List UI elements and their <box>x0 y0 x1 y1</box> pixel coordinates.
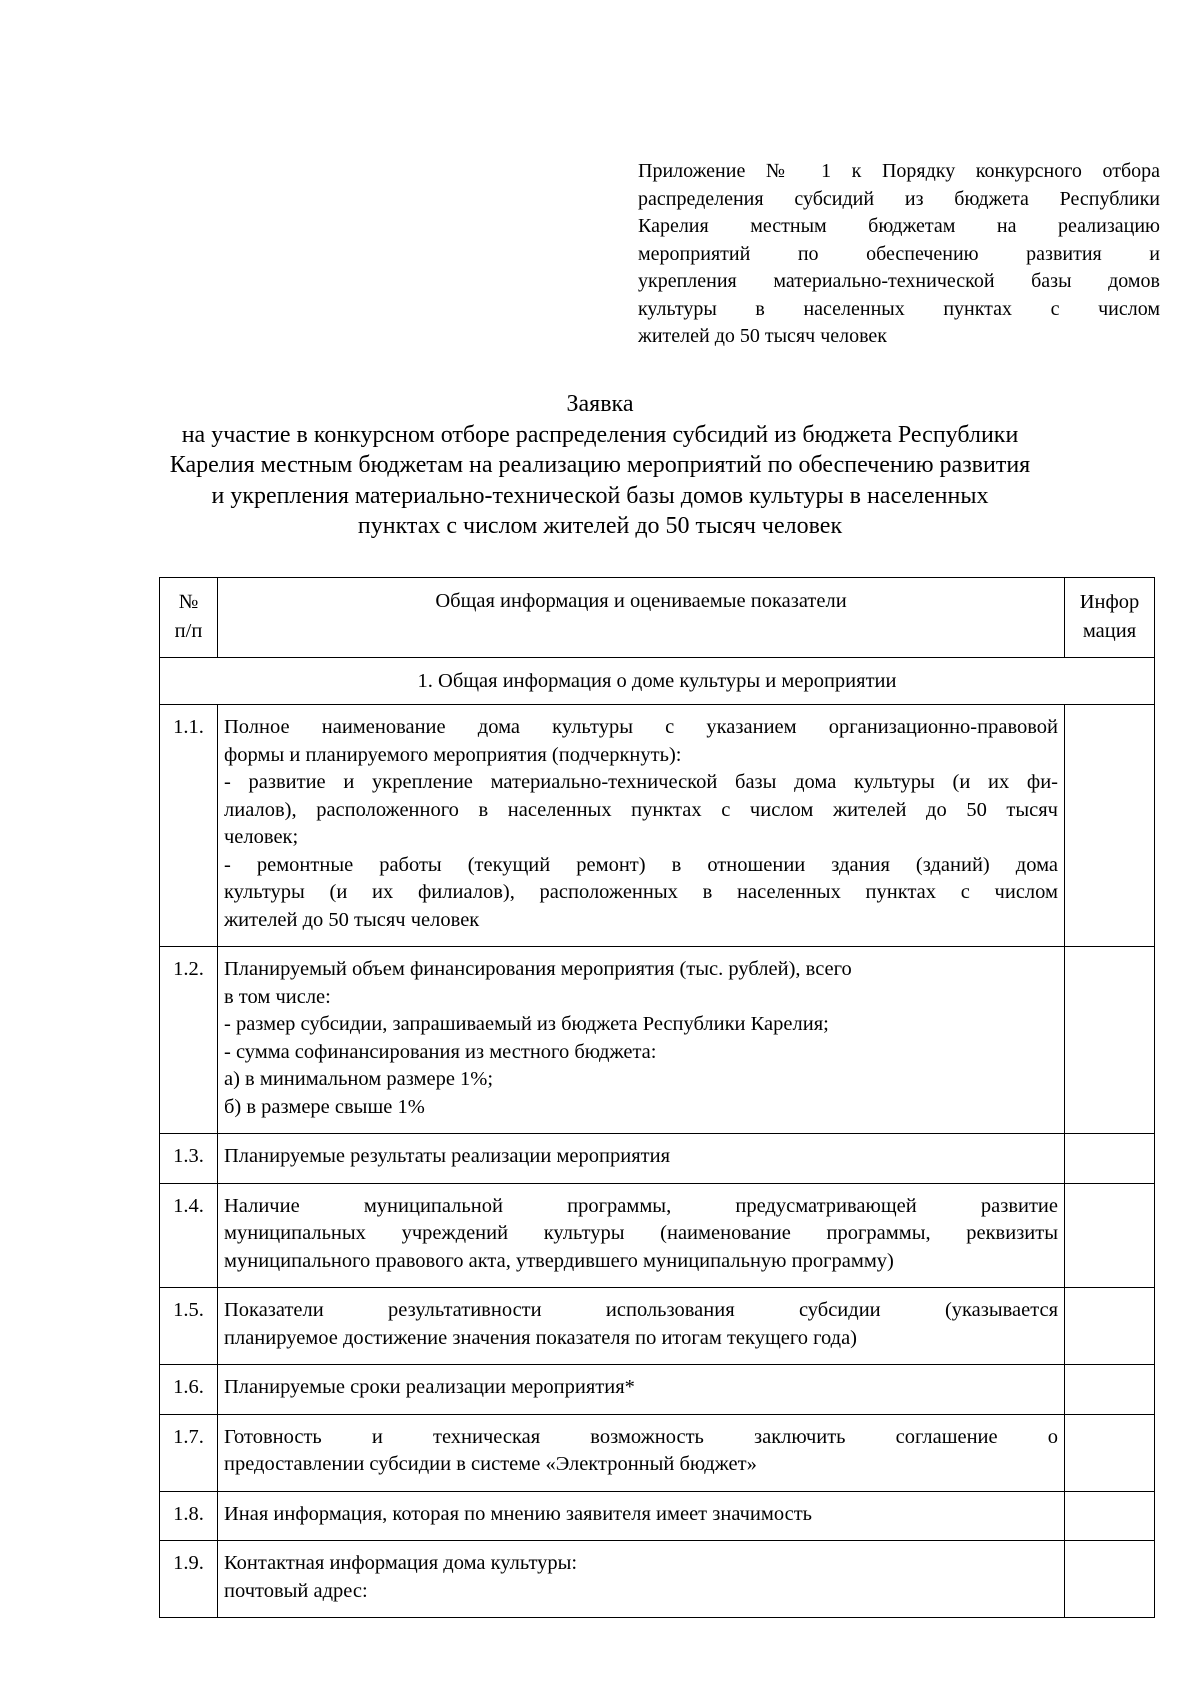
appendix-line: Карелия местным бюджетам на реализацию <box>638 215 1160 237</box>
row-text <box>218 1183 1065 1288</box>
row-text <box>218 1365 1065 1415</box>
row-text <box>218 947 1065 1134</box>
header-info-cell <box>1065 578 1155 658</box>
info-cell[interactable] <box>1065 1134 1155 1184</box>
info-cell[interactable] <box>1065 1288 1155 1365</box>
info-cell[interactable] <box>1065 705 1155 947</box>
row-text-line: Готовность и техническая возможность заключить соглашение о <box>224 1425 1058 1448</box>
section-row <box>160 658 1155 705</box>
row-text-line: жителей до 50 тысяч человек <box>224 908 480 931</box>
appendix-line: Приложение № 1 к Порядку конкурсного отбора <box>638 160 1160 182</box>
row-text <box>218 1541 1065 1618</box>
info-cell[interactable] <box>1065 1541 1155 1618</box>
row-text-line: муниципальных учреждений культуры (наименование программы, реквизиты <box>224 1222 1058 1244</box>
row-text-line: планируемое достижение значения показателя по итогам текущего года) <box>224 1326 858 1349</box>
row-number: 1.8. <box>160 1491 218 1541</box>
row-text-line: человек; <box>224 826 299 848</box>
appendix-note <box>638 158 1160 351</box>
table-row <box>160 705 1155 947</box>
row-text-line: Наличие муниципальной программы, предусматривающей развитие <box>224 1194 1058 1217</box>
row-text <box>218 1414 1065 1491</box>
table-row <box>160 1365 1155 1415</box>
row-number: 1.6. <box>160 1365 218 1415</box>
appendix-line: распределения субсидий из бюджета Республики <box>638 187 1160 210</box>
header-info-line: Инфор <box>1079 591 1140 613</box>
row-text-line: предоставлении субсидии в системе «Электронный бюджет» <box>224 1453 757 1475</box>
row-number: 1.2. <box>160 947 218 1134</box>
row-number: 1.1. <box>160 705 218 947</box>
appendix-line: укрепления материально-технической базы домов <box>638 270 1160 292</box>
row-text <box>218 705 1065 947</box>
row-text-line: - ремонтные работы (текущий ремонт) в отношении здания (зданий) дома <box>224 853 1058 876</box>
row-text-line: почтовый адрес: <box>224 1579 368 1602</box>
row-number: 1.4. <box>160 1183 218 1288</box>
row-text-line: формы и планируемого мероприятия (подчеркнуть): <box>224 743 682 766</box>
info-cell[interactable] <box>1065 947 1155 1134</box>
info-cell[interactable] <box>1065 1183 1155 1288</box>
table-row <box>160 1134 1155 1184</box>
table-header-row <box>160 578 1155 658</box>
table-row <box>160 1541 1155 1618</box>
row-text-line: б) в размере свыше 1% <box>224 1095 425 1118</box>
row-text-line: - сумма софинансирования из местного бюджета: <box>224 1040 657 1063</box>
row-text-line: Иная информация, которая по мнению заявителя имеет значимость <box>224 1502 813 1525</box>
row-text-line: а) в минимальном размере 1%; <box>224 1068 494 1090</box>
title-line: и укрепления материально-технической базы домов культуры в населенных <box>211 482 989 509</box>
row-text-line: Контактная информация дома культуры: <box>224 1552 578 1574</box>
row-text <box>218 1288 1065 1365</box>
row-text-line: - размер субсидии, запрашиваемый из бюджета Республики Карелия; <box>224 1013 829 1035</box>
document-title <box>130 389 1070 542</box>
row-number: 1.3. <box>160 1134 218 1184</box>
row-text-line: муниципального правового акта, утвердившего муниципальную программу) <box>224 1249 894 1272</box>
appendix-line: культуры в населенных пунктах с числом <box>638 297 1160 320</box>
section-title: 1. Общая информация о доме культуры и мероприятии <box>160 658 1155 705</box>
header-number-line: № <box>178 591 199 613</box>
row-text-line: Показатели результативности использования субсидии (указывается <box>224 1299 1058 1321</box>
row-text-line: Планируемые сроки реализации мероприятия* <box>224 1376 635 1398</box>
table-row <box>160 1414 1155 1491</box>
table-row <box>160 1491 1155 1541</box>
appendix-line: мероприятий по обеспечению развития и <box>638 242 1160 265</box>
info-cell[interactable] <box>1065 1491 1155 1541</box>
table-row <box>160 1288 1155 1365</box>
title-line: на участие в конкурсном отборе распределения субсидий из бюджета Республики <box>181 421 1019 448</box>
title-line: Карелия местным бюджетам на реализацию мероприятий по обеспечению развития <box>169 452 1031 478</box>
row-text <box>218 1134 1065 1184</box>
appendix-line: жителей до 50 тысяч человек <box>638 325 888 347</box>
application-table <box>159 577 1155 1618</box>
row-number: 1.5. <box>160 1288 218 1365</box>
row-number: 1.7. <box>160 1414 218 1491</box>
table-row <box>160 1183 1155 1288</box>
info-cell[interactable] <box>1065 1365 1155 1415</box>
header-number-line: п/п <box>174 620 203 642</box>
row-text-line: Полное наименование дома культуры с указанием организационно-правовой <box>224 716 1058 738</box>
row-text-line: Планируемый объем финансирования мероприятия (тыс. рублей), всего <box>224 958 852 980</box>
info-cell[interactable] <box>1065 1414 1155 1491</box>
row-text-line: лиалов), расположенного в населенных пунктах с числом жителей до 50 тысяч <box>224 798 1058 821</box>
table-row <box>160 947 1155 1134</box>
header-info-line: мация <box>1082 620 1137 642</box>
title-heading: Заявка <box>566 391 634 417</box>
row-text <box>218 1491 1065 1541</box>
row-text-line: в том числе: <box>224 985 331 1008</box>
header-main-cell: Общая информация и оцениваемые показатели <box>218 578 1065 658</box>
header-number-cell <box>160 578 218 658</box>
row-text-line: культуры (и их филиалов), расположенных в населенных пунктах с числом <box>224 881 1058 903</box>
row-text-line: - развитие и укрепление материально-технической базы дома культуры (и их фи- <box>224 771 1058 793</box>
title-line: пунктах с числом жителей до 50 тысяч человек <box>357 513 843 539</box>
row-text-line: Планируемые результаты реализации мероприятия <box>224 1145 671 1167</box>
row-number: 1.9. <box>160 1541 218 1618</box>
